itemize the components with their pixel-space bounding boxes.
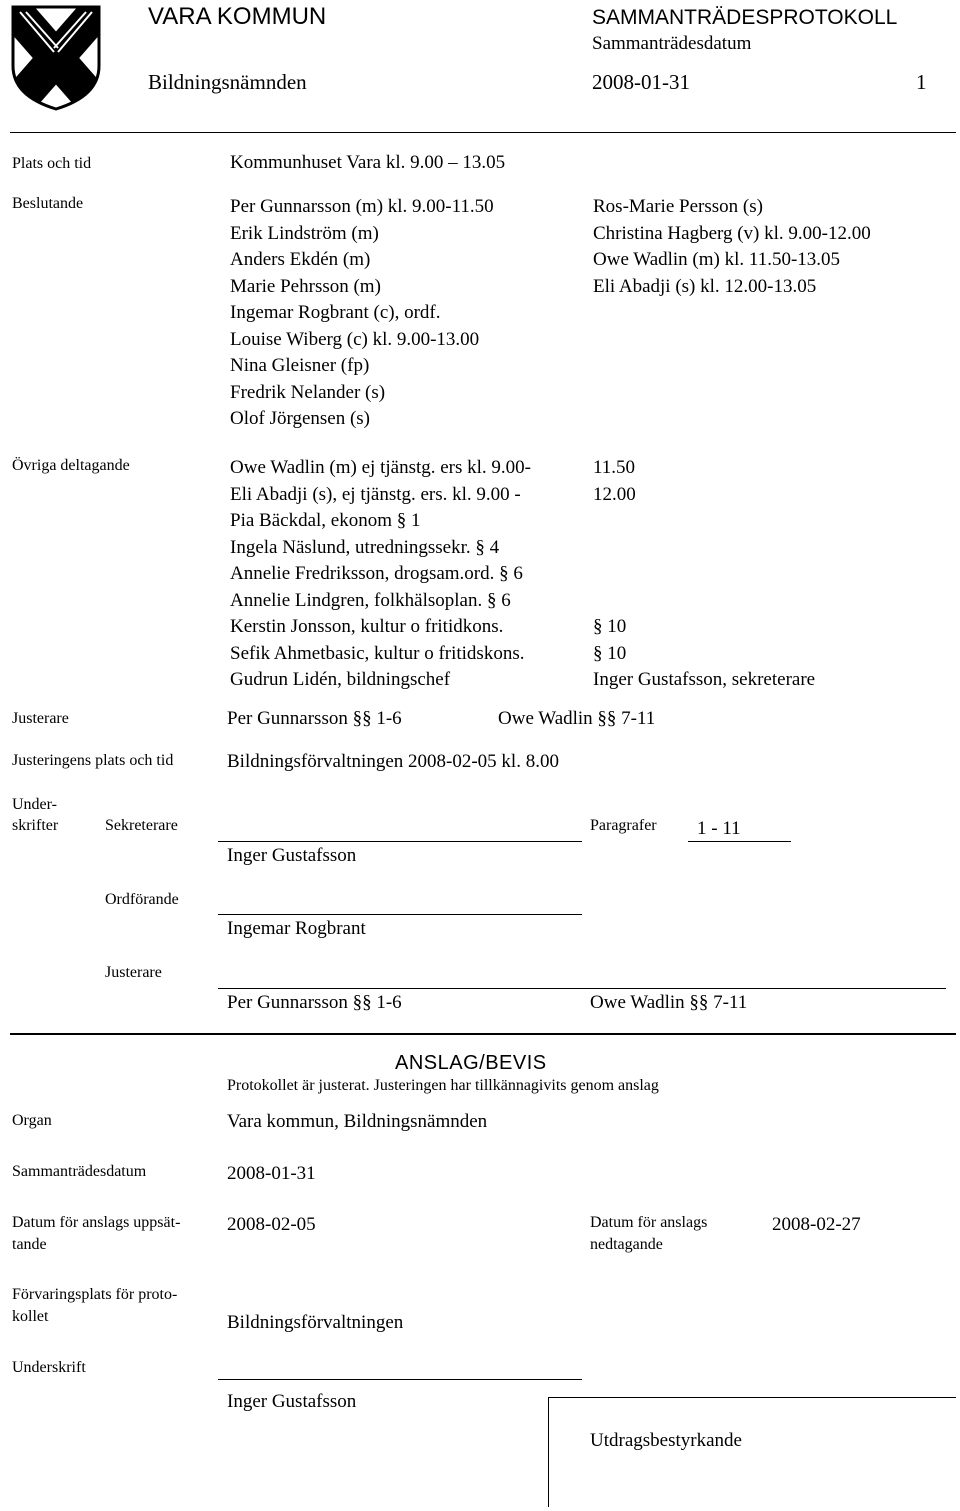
participant-line: Sefik Ahmetbasic, kultur o fritidskons.	[230, 642, 525, 664]
participant-line: Gudrun Lidén, bildningschef	[230, 669, 451, 690]
member-line: Nina Gleisner (fp)	[230, 355, 370, 376]
participant-line: Kerstin Jonsson, kultur o fritidkons.	[230, 616, 504, 637]
board-name: Bildningsnämnden	[148, 70, 307, 94]
participant-line: Annelie Fredriksson, drogsam.ord. § 6	[230, 563, 523, 584]
member-line: Christina Hagberg (v) kl. 9.00-12.00	[593, 222, 871, 244]
adjusters-signature-line	[218, 988, 946, 989]
member-line: Olof Jörgensen (s)	[230, 408, 371, 429]
signature-adjuster-2: Owe Wadlin §§ 7-11	[590, 992, 748, 1013]
adjustment-place-value: Bildningsförvaltningen 2008-02-05 kl. 8.00	[227, 751, 559, 772]
decision-list-left	[230, 194, 494, 433]
paragraphs-underline	[688, 841, 791, 842]
chair-name: Ingemar Rogbrant	[227, 918, 366, 939]
storage-label-line2: kollet	[12, 1308, 49, 1325]
participant-line: Eli Abadji (s), ej tjänstg. ers. kl. 9.00 -	[230, 483, 521, 505]
signature-adjuster-1: Per Gunnarsson §§ 1-6	[227, 992, 402, 1013]
posted-date-label-line1: Datum för anslags uppsät-	[12, 1214, 181, 1231]
participant-note	[593, 535, 815, 562]
place-value: Kommunhuset Vara kl. 9.00 – 13.05	[230, 152, 506, 173]
member-line: Fredrik Nelander (s)	[230, 381, 386, 403]
participant-line: Owe Wadlin (m) ej tjänstg. ers kl. 9.00-	[230, 457, 532, 478]
place-label: Plats och tid	[12, 155, 92, 172]
meeting-date-value: 2008-01-31	[227, 1163, 316, 1184]
notice-signature-name: Inger Gustafsson	[227, 1391, 357, 1412]
organ-label: Organ	[12, 1112, 52, 1129]
others-label: Övriga deltagande	[12, 457, 130, 474]
certification-box-left	[548, 1397, 549, 1507]
notice-signature-line	[218, 1379, 582, 1380]
others-list-right	[593, 455, 815, 694]
member-line: Erik Lindström (m)	[230, 222, 379, 244]
participant-note: § 10	[593, 616, 627, 637]
removed-date-label-line2: nedtagande	[590, 1236, 663, 1253]
chair-label: Ordförande	[105, 891, 179, 908]
participant-note: § 10	[593, 642, 627, 664]
participant-line: Ingela Näslund, utredningssekr. § 4	[230, 536, 500, 558]
notice-top-border	[10, 1033, 956, 1035]
org-name: VARA KOMMUN	[148, 3, 327, 30]
signatures-label-line2: skrifter	[12, 817, 59, 834]
signature-label: Underskrift	[12, 1359, 86, 1376]
document-type: SAMMANTRÄDESPROTOKOLL	[592, 6, 898, 29]
others-list-left	[230, 455, 531, 694]
member-line: Ingemar Rogbrant (c), ordf.	[230, 302, 441, 323]
member-line: Marie Pehrsson (m)	[230, 275, 381, 297]
participant-note: Inger Gustafsson, sekreterare	[593, 669, 816, 690]
participant-note: 12.00	[593, 483, 636, 505]
storage-label-line1: Förvaringsplats för proto-	[12, 1286, 178, 1303]
meeting-date-label: Sammanträdesdatum	[12, 1163, 147, 1180]
certification-box-top	[548, 1397, 956, 1398]
posted-date-value: 2008-02-05	[227, 1214, 316, 1235]
adjusters-label: Justerare	[105, 964, 162, 981]
date-label: Sammanträdesdatum	[592, 33, 752, 54]
secretary-signature-line	[218, 841, 582, 842]
page-number: 1	[916, 70, 927, 94]
posted-date-label-line2: tande	[12, 1236, 47, 1253]
member-line: Louise Wiberg (c) kl. 9.00-13.00	[230, 328, 480, 350]
member-line: Ros-Marie Persson (s)	[593, 196, 763, 217]
header-divider	[10, 132, 956, 133]
header-date: 2008-01-31	[592, 70, 690, 94]
paragraphs-value: 1 - 11	[697, 818, 741, 839]
storage-value: Bildningsförvaltningen	[227, 1312, 404, 1333]
adjuster-label: Justerare	[12, 710, 69, 727]
member-line: Per Gunnarsson (m) kl. 9.00-11.50	[230, 196, 494, 217]
organ-value: Vara kommun, Bildningsnämnden	[227, 1111, 488, 1132]
chair-signature-line	[218, 914, 582, 915]
secretary-label: Sekreterare	[105, 817, 178, 834]
decision-label: Beslutande	[12, 195, 84, 212]
participant-note: 11.50	[593, 457, 636, 478]
certification-label: Utdragsbestyrkande	[590, 1430, 742, 1451]
signatures-label-line1: Under-	[12, 796, 57, 813]
coat-of-arms-logo	[10, 4, 102, 112]
notice-subtitle: Protokollet är justerat. Justeringen har tillkännagivits genom anslag	[227, 1077, 659, 1094]
member-line: Owe Wadlin (m) kl. 11.50-13.05	[593, 249, 841, 270]
adjustment-place-label: Justeringens plats och tid	[12, 752, 174, 769]
secretary-name: Inger Gustafsson	[227, 845, 357, 866]
participant-line: Annelie Lindgren, folkhälsoplan. § 6	[230, 589, 511, 611]
removed-date-label-line1: Datum för anslags	[590, 1214, 708, 1231]
adjuster-2: Owe Wadlin §§ 7-11	[498, 708, 656, 729]
removed-date-value: 2008-02-27	[772, 1214, 861, 1235]
participant-note	[593, 561, 815, 588]
notice-title: ANSLAG/BEVIS	[395, 1052, 547, 1074]
participant-note	[593, 508, 815, 535]
decision-list-right	[593, 194, 871, 300]
participant-note	[593, 588, 815, 615]
member-line: Eli Abadji (s) kl. 12.00-13.05	[593, 275, 817, 297]
member-line: Anders Ekdén (m)	[230, 249, 371, 270]
paragraphs-label: Paragrafer	[590, 817, 657, 834]
participant-line: Pia Bäckdal, ekonom § 1	[230, 510, 421, 531]
adjuster-1: Per Gunnarsson §§ 1-6	[227, 708, 402, 729]
